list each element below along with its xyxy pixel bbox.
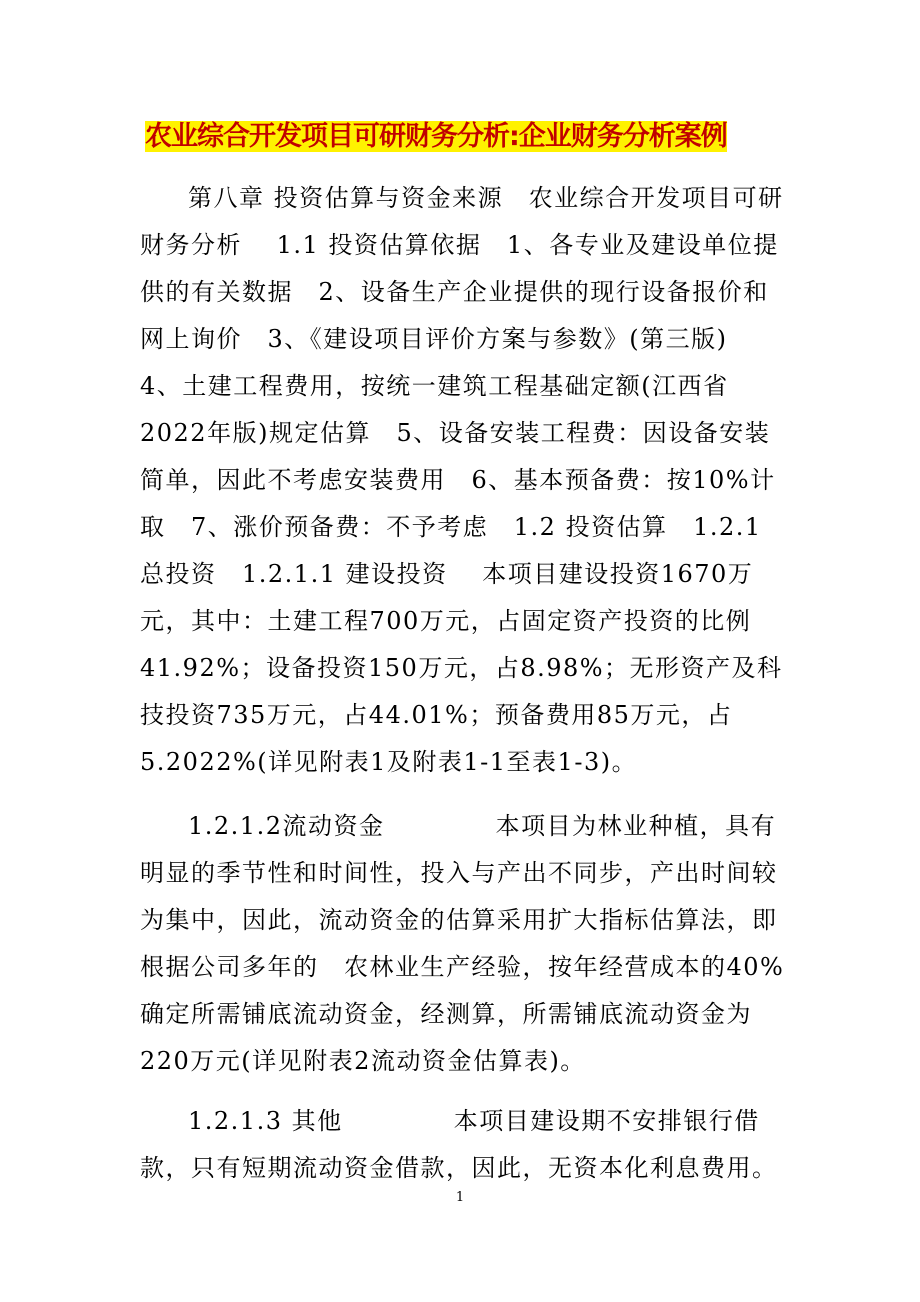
paragraph-investment-estimate [140,175,785,786]
paragraph-text: 1.2.1.3 其他 本项目建设期不安排银行借款，只有短期流动资金借款，因此，无资本化利息费用。 [140,1107,778,1182]
page-number: 1 [455,1190,465,1205]
document-title [145,117,785,157]
paragraph-other [140,1098,785,1192]
title-highlight: 农业综合开发项目可研财务分析:企业财务分析案例 [145,121,727,152]
paragraph-text: 第八章 投资估算与资金来源 农业综合开发项目可研财务分析 1.1 投资估算依据 1、各专业及建设单位提供的有关数据 2、设备生产企业提供的现行设备报价和网上询价 3、《建设项目评价方案与参数》(第三版) 4、土建工程费用，按统一建筑工程基础定额(江西省2022年版)规定估算 5、设备安装工程费：因设备安装简单，因此不考虑安装费用 6、基本预备费：按10%计取 7、涨价预备费：不予考虑 1.2 投资估算 1.2.1 总投资 1.2.1.1 建设投资 本项目建设投资1670万元，其中：土建工程700万元，占固定资产投资的比例41.92%；设备投资150万元，占8.98%；无形资产及科技投资735万元，占44.01%；预备费用85万元，占5.2022%(详见附表1及附表1-1至表1-3)。 [140,184,784,776]
paragraph-working-capital [140,803,785,1085]
paragraph-text: 1.2.1.2流动资金 本项目为林业种植，具有明显的季节性和时间性，投入与产出不同步，产出时间较为集中，因此，流动资金的估算采用扩大指标估算法，即根据公司多年的 农林业生产经验，按年经营成本的40%确定所需铺底流动资金，经测算，所需铺底流动资金为220万元(详见附表2流动资金估算表)。 [140,812,785,1075]
